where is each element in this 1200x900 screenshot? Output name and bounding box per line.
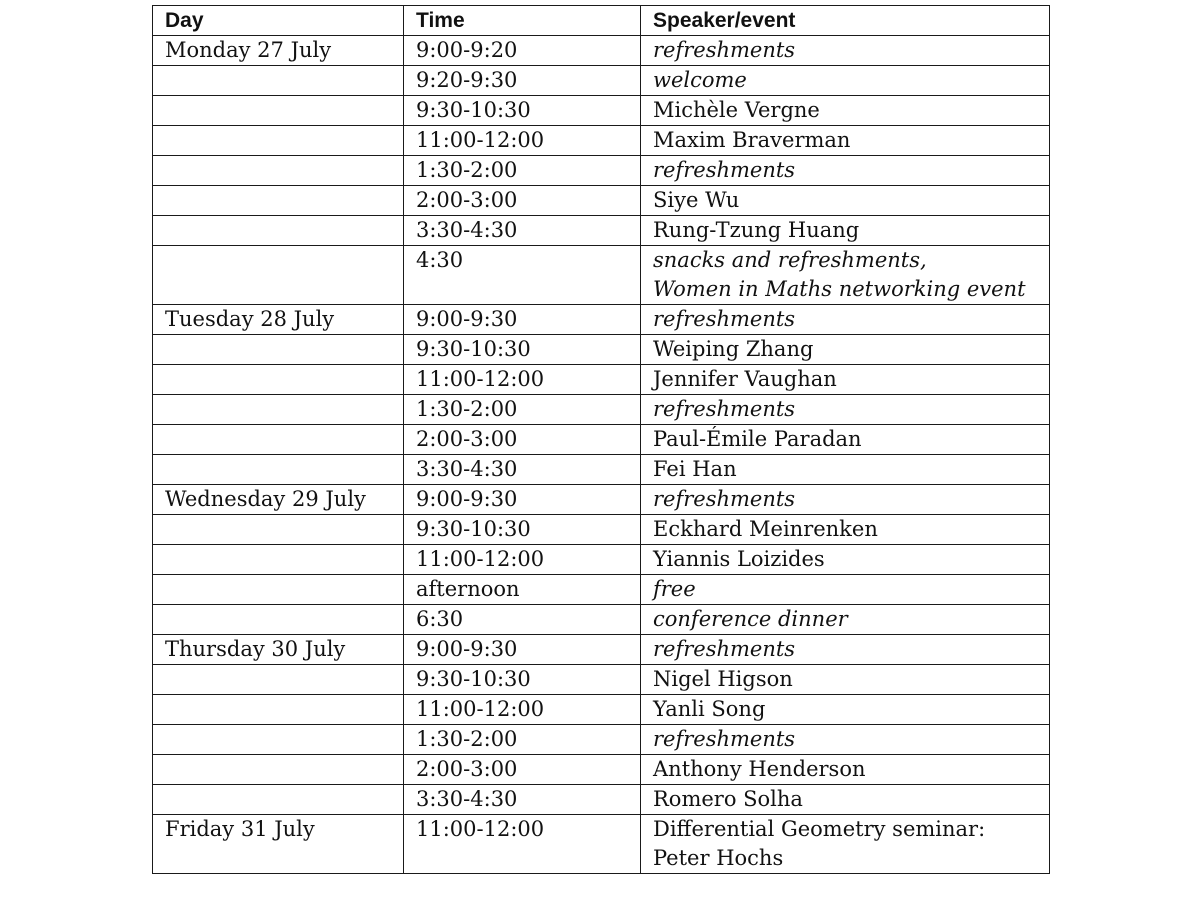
table-row <box>153 575 1050 605</box>
table-row <box>153 635 1050 665</box>
event-cell <box>641 485 1050 515</box>
table-row <box>153 695 1050 725</box>
event-cell <box>641 66 1050 96</box>
event-text: refreshments <box>653 727 796 751</box>
event-text: refreshments <box>653 158 796 182</box>
table-row <box>153 605 1050 635</box>
table-row <box>153 665 1050 695</box>
time-cell: 11:00-12:00 <box>404 126 641 156</box>
time-cell: 9:20-9:30 <box>404 66 641 96</box>
time-cell: 9:00-9:30 <box>404 305 641 335</box>
time-cell: 9:00-9:20 <box>404 36 641 66</box>
time-cell: 2:00-3:00 <box>404 755 641 785</box>
event-cell <box>641 335 1050 365</box>
time-cell: 1:30-2:00 <box>404 725 641 755</box>
time-cell: 2:00-3:00 <box>404 425 641 455</box>
event-cell <box>641 156 1050 186</box>
time-cell: 3:30-4:30 <box>404 216 641 246</box>
schedule-table <box>152 5 1050 874</box>
event-text: refreshments <box>653 487 796 511</box>
time-cell: 2:00-3:00 <box>404 186 641 216</box>
table-row <box>153 455 1050 485</box>
table-row <box>153 755 1050 785</box>
time-cell: 9:00-9:30 <box>404 485 641 515</box>
event-text: Michèle Vergne <box>653 98 820 122</box>
time-cell: 11:00-12:00 <box>404 695 641 725</box>
event-cell <box>641 605 1050 635</box>
time-cell: 6:30 <box>404 605 641 635</box>
event-cell <box>641 246 1050 305</box>
day-cell <box>153 575 404 605</box>
event-cell <box>641 216 1050 246</box>
event-text: welcome <box>653 68 747 92</box>
day-cell <box>153 186 404 216</box>
day-cell <box>153 66 404 96</box>
table-row <box>153 785 1050 815</box>
day-cell <box>153 156 404 186</box>
event-text: Differential Geometry seminar: <box>653 817 986 841</box>
event-cell <box>641 186 1050 216</box>
event-text: Eckhard Meinrenken <box>653 517 878 541</box>
event-cell <box>641 36 1050 66</box>
day-cell <box>153 216 404 246</box>
event-text: refreshments <box>653 397 796 421</box>
day-cell <box>153 365 404 395</box>
event-cell <box>641 785 1050 815</box>
day-column-header: Day <box>153 6 404 36</box>
table-row <box>153 425 1050 455</box>
time-cell: 9:00-9:30 <box>404 635 641 665</box>
time-cell: 11:00-12:00 <box>404 365 641 395</box>
event-text: Anthony Henderson <box>653 757 866 781</box>
table-row <box>153 725 1050 755</box>
event-text: Siye Wu <box>653 188 740 212</box>
event-text: Romero Solha <box>653 787 803 811</box>
event-text: refreshments <box>653 38 796 62</box>
event-text: Yanli Song <box>653 697 766 721</box>
table-row <box>153 545 1050 575</box>
schedule-body <box>153 36 1050 874</box>
event-text: Paul-Émile Paradan <box>653 427 862 451</box>
table-row <box>153 246 1050 305</box>
event-cell <box>641 545 1050 575</box>
event-text-line2: Women in Maths networking event <box>653 277 1026 301</box>
time-cell: 9:30-10:30 <box>404 665 641 695</box>
day-cell: Friday 31 July <box>153 815 404 874</box>
day-cell <box>153 335 404 365</box>
event-text: conference dinner <box>653 607 848 631</box>
time-cell: 1:30-2:00 <box>404 156 641 186</box>
day-cell <box>153 126 404 156</box>
time-cell: 9:30-10:30 <box>404 96 641 126</box>
event-cell <box>641 815 1050 874</box>
table-row <box>153 156 1050 186</box>
table-row <box>153 216 1050 246</box>
time-cell: 11:00-12:00 <box>404 545 641 575</box>
day-cell <box>153 96 404 126</box>
time-cell: afternoon <box>404 575 641 605</box>
day-cell <box>153 695 404 725</box>
table-row <box>153 186 1050 216</box>
event-cell <box>641 635 1050 665</box>
event-cell <box>641 515 1050 545</box>
event-cell <box>641 126 1050 156</box>
event-column-header: Speaker/event <box>641 6 1050 36</box>
header-row <box>153 6 1050 36</box>
day-cell <box>153 725 404 755</box>
event-cell <box>641 365 1050 395</box>
day-cell <box>153 455 404 485</box>
event-text-line2: Peter Hochs <box>653 846 784 870</box>
day-cell: Wednesday 29 July <box>153 485 404 515</box>
table-row <box>153 815 1050 874</box>
day-cell <box>153 425 404 455</box>
event-text: Maxim Braverman <box>653 128 851 152</box>
event-text: Weiping Zhang <box>653 337 814 361</box>
day-cell <box>153 755 404 785</box>
event-text: Nigel Higson <box>653 667 793 691</box>
event-cell <box>641 425 1050 455</box>
event-cell <box>641 575 1050 605</box>
event-text: free <box>653 577 696 601</box>
time-cell: 11:00-12:00 <box>404 815 641 874</box>
event-text: Rung-Tzung Huang <box>653 218 860 242</box>
time-cell: 1:30-2:00 <box>404 395 641 425</box>
day-cell: Thursday 30 July <box>153 635 404 665</box>
event-text: refreshments <box>653 307 796 331</box>
event-text: Jennifer Vaughan <box>653 367 837 391</box>
day-cell <box>153 785 404 815</box>
event-cell <box>641 725 1050 755</box>
event-text: snacks and refreshments, <box>653 248 927 272</box>
event-cell <box>641 755 1050 785</box>
time-cell: 3:30-4:30 <box>404 785 641 815</box>
table-row <box>153 395 1050 425</box>
table-row <box>153 96 1050 126</box>
time-cell: 9:30-10:30 <box>404 515 641 545</box>
time-column-header: Time <box>404 6 641 36</box>
event-cell <box>641 665 1050 695</box>
time-cell: 9:30-10:30 <box>404 335 641 365</box>
table-row <box>153 66 1050 96</box>
table-row <box>153 515 1050 545</box>
event-cell <box>641 695 1050 725</box>
time-cell: 3:30-4:30 <box>404 455 641 485</box>
table-row <box>153 305 1050 335</box>
day-cell <box>153 515 404 545</box>
day-cell <box>153 395 404 425</box>
time-cell: 4:30 <box>404 246 641 305</box>
event-cell <box>641 305 1050 335</box>
day-cell <box>153 665 404 695</box>
table-row <box>153 126 1050 156</box>
event-text: Yiannis Loizides <box>653 547 825 571</box>
event-text: Fei Han <box>653 457 737 481</box>
event-cell <box>641 455 1050 485</box>
table-row <box>153 36 1050 66</box>
table-row <box>153 365 1050 395</box>
table-row <box>153 335 1050 365</box>
event-cell <box>641 395 1050 425</box>
day-cell <box>153 246 404 305</box>
table-row <box>153 485 1050 515</box>
event-cell <box>641 96 1050 126</box>
day-cell: Tuesday 28 July <box>153 305 404 335</box>
event-text: refreshments <box>653 637 796 661</box>
day-cell <box>153 605 404 635</box>
day-cell <box>153 545 404 575</box>
day-cell: Monday 27 July <box>153 36 404 66</box>
